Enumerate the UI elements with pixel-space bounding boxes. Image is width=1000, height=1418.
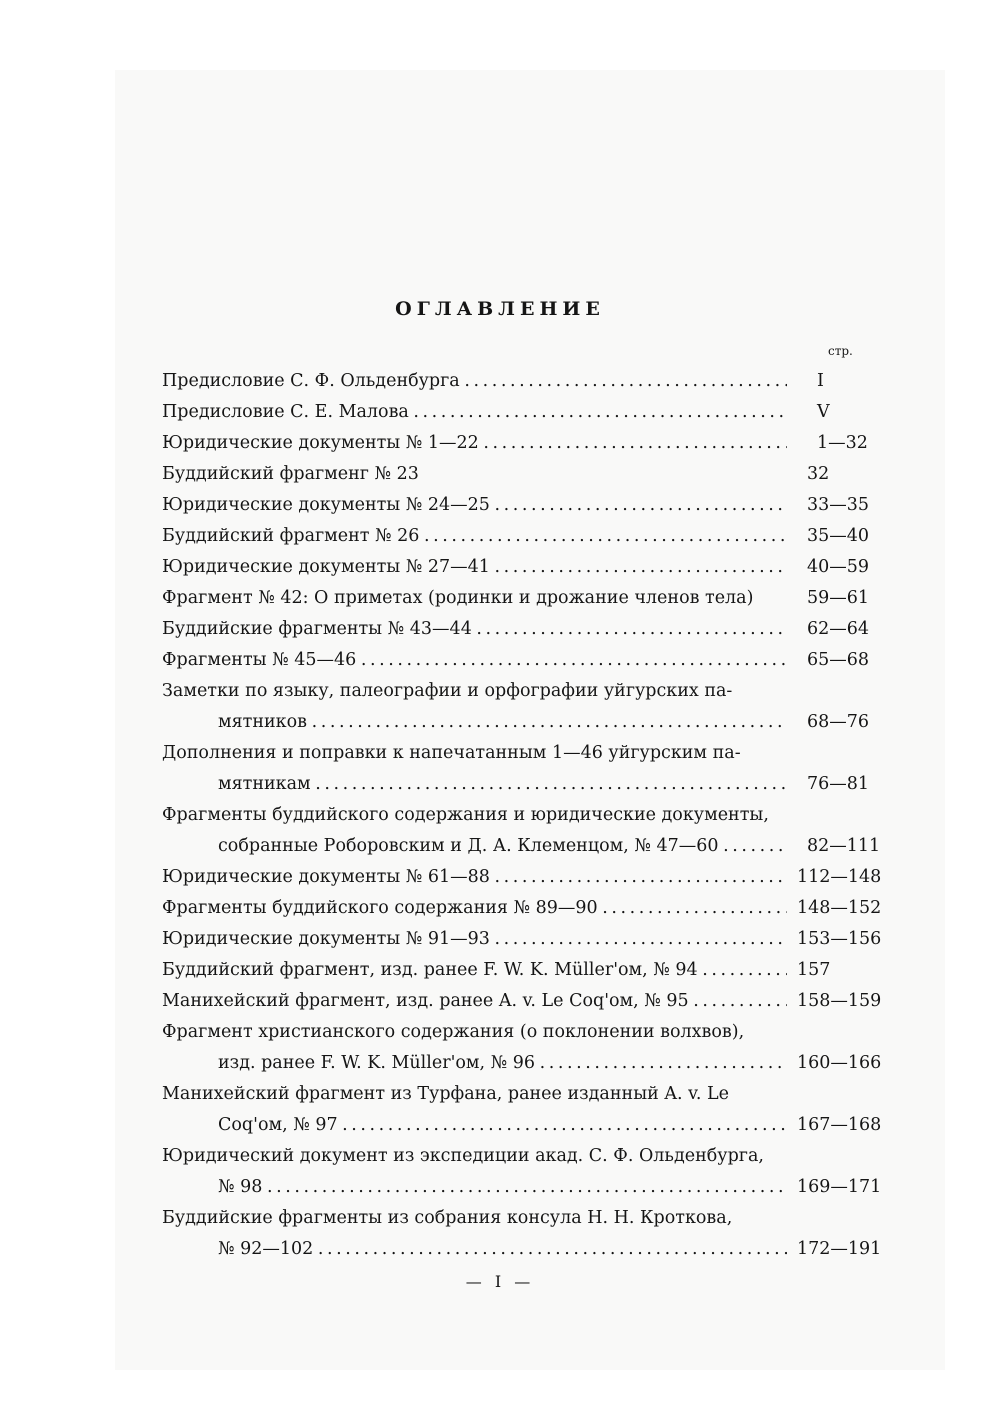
toc-entry-continuation[interactable] xyxy=(162,707,902,738)
toc-entry-page: 59—61 xyxy=(807,588,870,608)
toc-entry-first-line[interactable] xyxy=(162,738,902,769)
toc-entry-text: Манихейский фрагмент, изд. ранее A. v. Le Coq'ом, № 95 . . . xyxy=(162,986,787,1017)
toc-entry-continuation[interactable] xyxy=(162,1048,902,1079)
toc-entry-text: Буддийский фрагмент № 26 . . . xyxy=(162,521,787,552)
toc-entry-text: Фрагмент № 42: О приметах (родинки и дрожание членов тела) xyxy=(162,588,754,608)
toc-entry[interactable] xyxy=(162,552,902,583)
toc-entry-first-line[interactable] xyxy=(162,676,902,707)
toc-entry-page: 112—148 xyxy=(797,867,882,887)
toc-entry[interactable] xyxy=(162,459,902,490)
page-title: ОГЛАВЛЕНИЕ xyxy=(395,298,605,320)
toc-entry-page: 160—166 xyxy=(797,1053,882,1073)
toc-entry-page: 82—111 xyxy=(807,836,881,856)
toc-entry-page: I xyxy=(817,371,824,391)
toc-entry-text: Буддийский фрагменг № 23 xyxy=(162,464,419,484)
toc-entry-page: 68—76 xyxy=(807,712,870,732)
toc-entry[interactable] xyxy=(162,428,902,459)
toc-entry-page: 35—40 xyxy=(807,526,870,546)
toc-entry-continuation[interactable] xyxy=(162,769,902,800)
toc-entry-text: Юридические документы № 91—93 . . . xyxy=(162,924,787,955)
toc-entry-page: 65—68 xyxy=(807,650,870,670)
toc-entry[interactable] xyxy=(162,490,902,521)
toc-entry-page: 169—171 xyxy=(797,1177,882,1197)
toc-entry-text: Юридические документы № 27—41 . . . xyxy=(162,552,787,583)
toc-entry-text-continuation: № 92—102 . . . xyxy=(218,1234,787,1265)
toc-entry-first-line[interactable] xyxy=(162,800,902,831)
page-column-label: стр. xyxy=(828,344,853,358)
toc-entry-first-line[interactable] xyxy=(162,1203,902,1234)
toc-entry-page: 32 xyxy=(807,464,830,484)
toc-entry-text: Предисловие С. Ф. Ольденбурга . . . xyxy=(162,366,787,397)
toc-entry[interactable] xyxy=(162,645,902,676)
toc-entry-page: 33—35 xyxy=(807,495,870,515)
toc-entry-text: Юридические документы № 24—25 . . . xyxy=(162,490,787,521)
toc-entry-text-continuation: № 98 . . . xyxy=(218,1172,787,1203)
toc-entry-page: 157 xyxy=(797,960,831,980)
toc-entry-continuation[interactable] xyxy=(162,831,902,862)
toc-entry-first-line[interactable] xyxy=(162,1017,902,1048)
toc-entry-text: Фрагменты № 45—46 . . . xyxy=(162,645,787,676)
toc-entry-text-continuation: изд. ранее F. W. K. Müller'ом, № 96 . . . xyxy=(218,1048,787,1079)
toc-entry[interactable] xyxy=(162,583,902,614)
toc-entry-text: Дополнения и поправки к напечатанным 1—46 уйгурским па- xyxy=(162,743,741,763)
toc-entry-page: 158—159 xyxy=(797,991,882,1011)
toc-entry-page: 76—81 xyxy=(807,774,870,794)
table-of-contents xyxy=(162,366,902,1265)
toc-entry[interactable] xyxy=(162,955,902,986)
toc-entry-text: Заметки по языку, палеографии и орфографии уйгурских па- xyxy=(162,681,733,701)
toc-entry-continuation[interactable] xyxy=(162,1172,902,1203)
toc-entry-text-continuation: Coq'ом, № 97 . . . xyxy=(218,1110,787,1141)
toc-entry[interactable] xyxy=(162,521,902,552)
toc-entry-text: Буддийские фрагменты № 43—44 . . . xyxy=(162,614,787,645)
toc-entry-continuation[interactable] xyxy=(162,1110,902,1141)
toc-entry-first-line[interactable] xyxy=(162,1079,902,1110)
toc-entry-first-line[interactable] xyxy=(162,1141,902,1172)
toc-entry-text-continuation: мятников . . . xyxy=(218,707,787,738)
toc-entry[interactable] xyxy=(162,862,902,893)
toc-entry[interactable] xyxy=(162,893,902,924)
toc-entry-text: Фрагменты буддийского содержания и юридические документы, xyxy=(162,805,769,825)
toc-entry-text-continuation: собранные Роборовским и Д. А. Клеменцом, № 47—60 . . . xyxy=(218,831,787,862)
toc-entry[interactable] xyxy=(162,397,902,428)
toc-entry-page: 167—168 xyxy=(797,1115,882,1135)
toc-entry-text: Юридический документ из экспедиции акад. С. Ф. Ольденбурга, xyxy=(162,1146,764,1166)
toc-entry[interactable] xyxy=(162,366,902,397)
toc-entry[interactable] xyxy=(162,986,902,1017)
toc-entry-text: Фрагмент христианского содержания (о поклонении волхвов), xyxy=(162,1022,745,1042)
toc-entry-text: Буддийские фрагменты из собрания консула Н. Н. Кроткова, xyxy=(162,1208,733,1228)
toc-entry-text: Фрагменты буддийского содержания № 89—90 . . . xyxy=(162,893,787,924)
page-number-footer: — I — xyxy=(465,1272,535,1291)
toc-entry-text-continuation: мятникам . . . xyxy=(218,769,787,800)
toc-entry-page: 40—59 xyxy=(807,557,870,577)
toc-entry[interactable] xyxy=(162,924,902,955)
toc-entry[interactable] xyxy=(162,614,902,645)
toc-entry-page: 148—152 xyxy=(797,898,882,918)
toc-entry-page: 1—32 xyxy=(817,433,868,453)
toc-entry-text: Манихейский фрагмент из Турфана, ранее изданный A. v. Le xyxy=(162,1084,730,1104)
toc-entry-page: 62—64 xyxy=(807,619,870,639)
toc-entry-text: Буддийский фрагмент, изд. ранее F. W. K. Müller'ом, № 94 . . . xyxy=(162,955,787,986)
toc-entry-text: Юридические документы № 1—22 . . . xyxy=(162,428,787,459)
toc-entry-page: V xyxy=(817,402,830,422)
toc-entry-page: 153—156 xyxy=(797,929,882,949)
toc-entry-continuation[interactable] xyxy=(162,1234,902,1265)
toc-entry-text: Юридические документы № 61—88 . . . xyxy=(162,862,787,893)
toc-entry-page: 172—191 xyxy=(797,1239,882,1259)
toc-entry-text: Предисловие С. Е. Малова . . . xyxy=(162,397,787,428)
